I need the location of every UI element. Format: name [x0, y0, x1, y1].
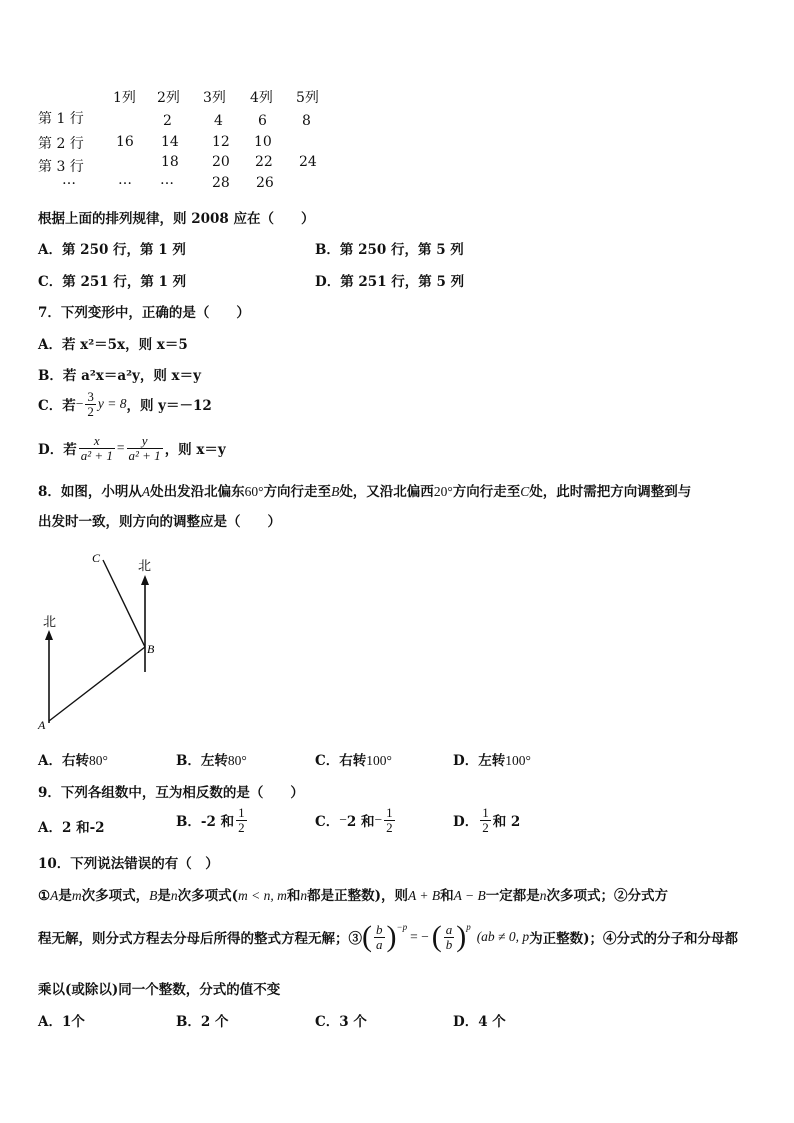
direction-figure: [30, 540, 170, 735]
q9-option-b[interactable]: [176, 806, 249, 834]
condition: (ab ≠ 0, p: [476, 929, 530, 944]
point-a: A: [141, 484, 151, 499]
q7-option-d[interactable]: [38, 434, 226, 462]
option-result: ，则 x＝y: [164, 442, 226, 459]
q6-option-c[interactable]: C．第 251 行，第 1 列: [38, 274, 187, 290]
table-cell: 24: [299, 154, 317, 170]
q10-statement-line1: [38, 884, 668, 904]
option-label: D．: [453, 814, 479, 831]
table-cell: …: [160, 172, 174, 188]
q8-option-a[interactable]: [38, 749, 108, 769]
row-label: 第 3 行: [38, 159, 84, 175]
option-value: 80°: [88, 753, 108, 768]
var: A − B: [453, 888, 486, 903]
denominator: 2: [482, 819, 489, 835]
equals-sign: =: [116, 440, 125, 456]
option-label: B．-2 和: [176, 814, 235, 831]
text: 和: [286, 888, 301, 904]
fraction: [374, 923, 385, 951]
text: 2 和: [346, 814, 375, 831]
q8-option-c[interactable]: [315, 749, 392, 769]
table-cell: …: [62, 172, 76, 188]
text: 次多项式；②分式方: [546, 888, 668, 904]
angle: 20°: [433, 484, 453, 499]
minus-sign: −: [75, 396, 84, 412]
equals-sign: = −: [410, 929, 429, 944]
table-cell: 8: [302, 113, 311, 129]
option-label: B．左转: [176, 753, 228, 769]
numerator: 3: [87, 389, 94, 404]
option-value: 100°: [505, 753, 531, 768]
var: m: [71, 888, 82, 903]
table-cell: 14: [161, 134, 179, 150]
q10-statement-line3: 乘以(或除以)同一个整数，分式的值不变: [38, 982, 281, 998]
text: 8．如图，小明从: [38, 484, 142, 500]
table-cell: 22: [255, 154, 273, 170]
table-cell: 6: [258, 113, 267, 129]
text: 一定都是: [485, 888, 540, 904]
north-label: 北: [138, 559, 152, 574]
fraction: [480, 806, 491, 834]
option-value: 100°: [366, 753, 392, 768]
fraction: [127, 434, 163, 462]
text: 次多项式，: [81, 888, 150, 904]
q10-statement-line2: [38, 922, 738, 952]
question-8-stem-line2: 出发时一致，则方向的调整应是（ ）: [38, 514, 281, 530]
table-cell: 2: [163, 113, 172, 129]
q7-option-b[interactable]: B．若 a²x＝a²y，则 x＝y: [38, 368, 201, 384]
col-header: 4列: [250, 90, 273, 106]
denominator: a: [376, 936, 383, 952]
q6-option-d[interactable]: D．第 251 行，第 5 列: [315, 274, 465, 290]
denominator: 2: [386, 819, 393, 835]
text: 和: [440, 888, 454, 904]
var: A + B: [408, 888, 441, 903]
fraction: [384, 806, 395, 834]
point-b: B: [331, 484, 340, 499]
question-10-stem: 10．下列说法错误的有（ ）: [38, 856, 219, 872]
exponent: p: [466, 922, 471, 932]
table-cell: 12: [212, 134, 230, 150]
numerator: 1: [386, 805, 393, 820]
col-header: 1列: [113, 90, 136, 106]
q6-option-b[interactable]: B．第 250 行，第 5 列: [315, 242, 464, 258]
exponent: −p: [396, 922, 408, 932]
fraction: [85, 390, 96, 418]
text: 和 2: [492, 814, 521, 831]
table-cell: 18: [161, 154, 179, 170]
q10-option-d[interactable]: D．4 个: [453, 1014, 506, 1030]
col-header: 5列: [296, 90, 319, 106]
minus-sign: −: [339, 812, 347, 828]
question-6-stem: 根据上面的排列规律，则 2008 应在（ ）: [38, 211, 315, 227]
q10-option-b[interactable]: B．2 个: [176, 1014, 229, 1030]
var: B: [149, 888, 158, 903]
table-cell: 20: [212, 154, 230, 170]
north-label: 北: [43, 615, 57, 630]
question-7-stem: 7．下列变形中，正确的是（ ）: [38, 305, 250, 321]
fraction: [79, 434, 115, 462]
fraction: [236, 806, 247, 834]
table-cell: 16: [116, 134, 134, 150]
option-label: D．若: [38, 442, 77, 459]
col-header: 3列: [203, 90, 226, 106]
var: n: [539, 888, 547, 903]
paren-close: ): [386, 920, 397, 953]
var: m < n, m: [238, 888, 287, 903]
question-9-stem: 9．下列各组数中，互为相反数的是（ ）: [38, 785, 304, 801]
option-value: 80°: [227, 753, 247, 768]
option-label: D．左转: [453, 753, 506, 769]
option-label: A．右转: [38, 753, 89, 769]
denominator: b: [445, 936, 453, 952]
denominator: a² + 1: [80, 447, 113, 463]
text: ①: [38, 888, 51, 904]
angle: 60°: [244, 484, 264, 499]
table-cell: 26: [256, 175, 274, 191]
q10-option-a[interactable]: A．1个: [38, 1014, 85, 1030]
denominator: a² + 1: [128, 447, 161, 463]
numerator: 1: [238, 805, 245, 820]
text: 方向行走至: [452, 484, 521, 500]
paren-open: (: [362, 920, 372, 953]
text: 处出发沿北偏东: [150, 484, 245, 500]
option-label: C．右转: [315, 753, 367, 769]
paren-open: (: [431, 920, 442, 953]
equation: y = 8: [97, 396, 127, 412]
option-result: ，则 y＝－12: [126, 398, 212, 415]
text: 都是正整数)，则: [307, 888, 408, 904]
numerator: a: [445, 921, 453, 937]
denominator: 2: [238, 819, 245, 835]
text: 程无解，则分式方程去分母后所得的整式方程无解；③: [38, 931, 362, 947]
var: n: [300, 888, 308, 903]
q9-option-d[interactable]: [453, 806, 520, 834]
q7-option-c[interactable]: [38, 390, 212, 418]
row-label: 第 1 行: [38, 111, 84, 127]
var: A: [50, 888, 59, 903]
label-a: A: [38, 718, 46, 732]
numerator: 1: [482, 805, 489, 820]
table-cell: 28: [212, 175, 230, 191]
q8-option-d[interactable]: [453, 749, 531, 769]
text: 是: [157, 888, 171, 904]
option-label: C．: [315, 814, 340, 831]
text: 方向行走至: [263, 484, 332, 500]
minus-sign: −: [374, 812, 383, 828]
text: 处，此时需把方向调整到与: [529, 484, 692, 500]
col-header: 2列: [157, 90, 180, 106]
var: n: [170, 888, 178, 903]
numerator: y: [141, 433, 148, 448]
text: 处，又沿北偏西: [339, 484, 434, 500]
denominator: 2: [87, 403, 94, 419]
arrowhead-icon: [45, 630, 53, 640]
text: 是: [58, 888, 72, 904]
label-c: C: [92, 551, 101, 565]
option-label: C．若: [38, 398, 76, 415]
numerator: x: [93, 433, 100, 448]
fraction: [444, 923, 455, 951]
q10-option-c[interactable]: C．3 个: [315, 1014, 367, 1030]
table-cell: 10: [254, 134, 272, 150]
q8-option-b[interactable]: [176, 749, 247, 769]
paren-close: ): [456, 920, 467, 953]
text: 为正整数)；④分式的分子和分母都: [529, 931, 738, 947]
q6-option-a[interactable]: A．第 250 行，第 1 列: [38, 242, 186, 258]
table-cell: 4: [214, 113, 223, 129]
q9-option-c[interactable]: [315, 806, 397, 834]
segment-ab: [49, 647, 145, 721]
label-b: B: [147, 642, 155, 656]
numerator: b: [376, 921, 383, 937]
point-c: C: [520, 484, 530, 499]
q9-option-a[interactable]: A．2 和-2: [38, 820, 105, 836]
arrowhead-icon: [141, 575, 149, 585]
q7-option-a[interactable]: A．若 x²＝5x，则 x＝5: [38, 337, 188, 353]
table-cell: …: [118, 172, 132, 188]
row-label: 第 2 行: [38, 136, 84, 152]
text: 次多项式(: [177, 888, 238, 904]
question-8-stem-line1: [38, 480, 691, 500]
